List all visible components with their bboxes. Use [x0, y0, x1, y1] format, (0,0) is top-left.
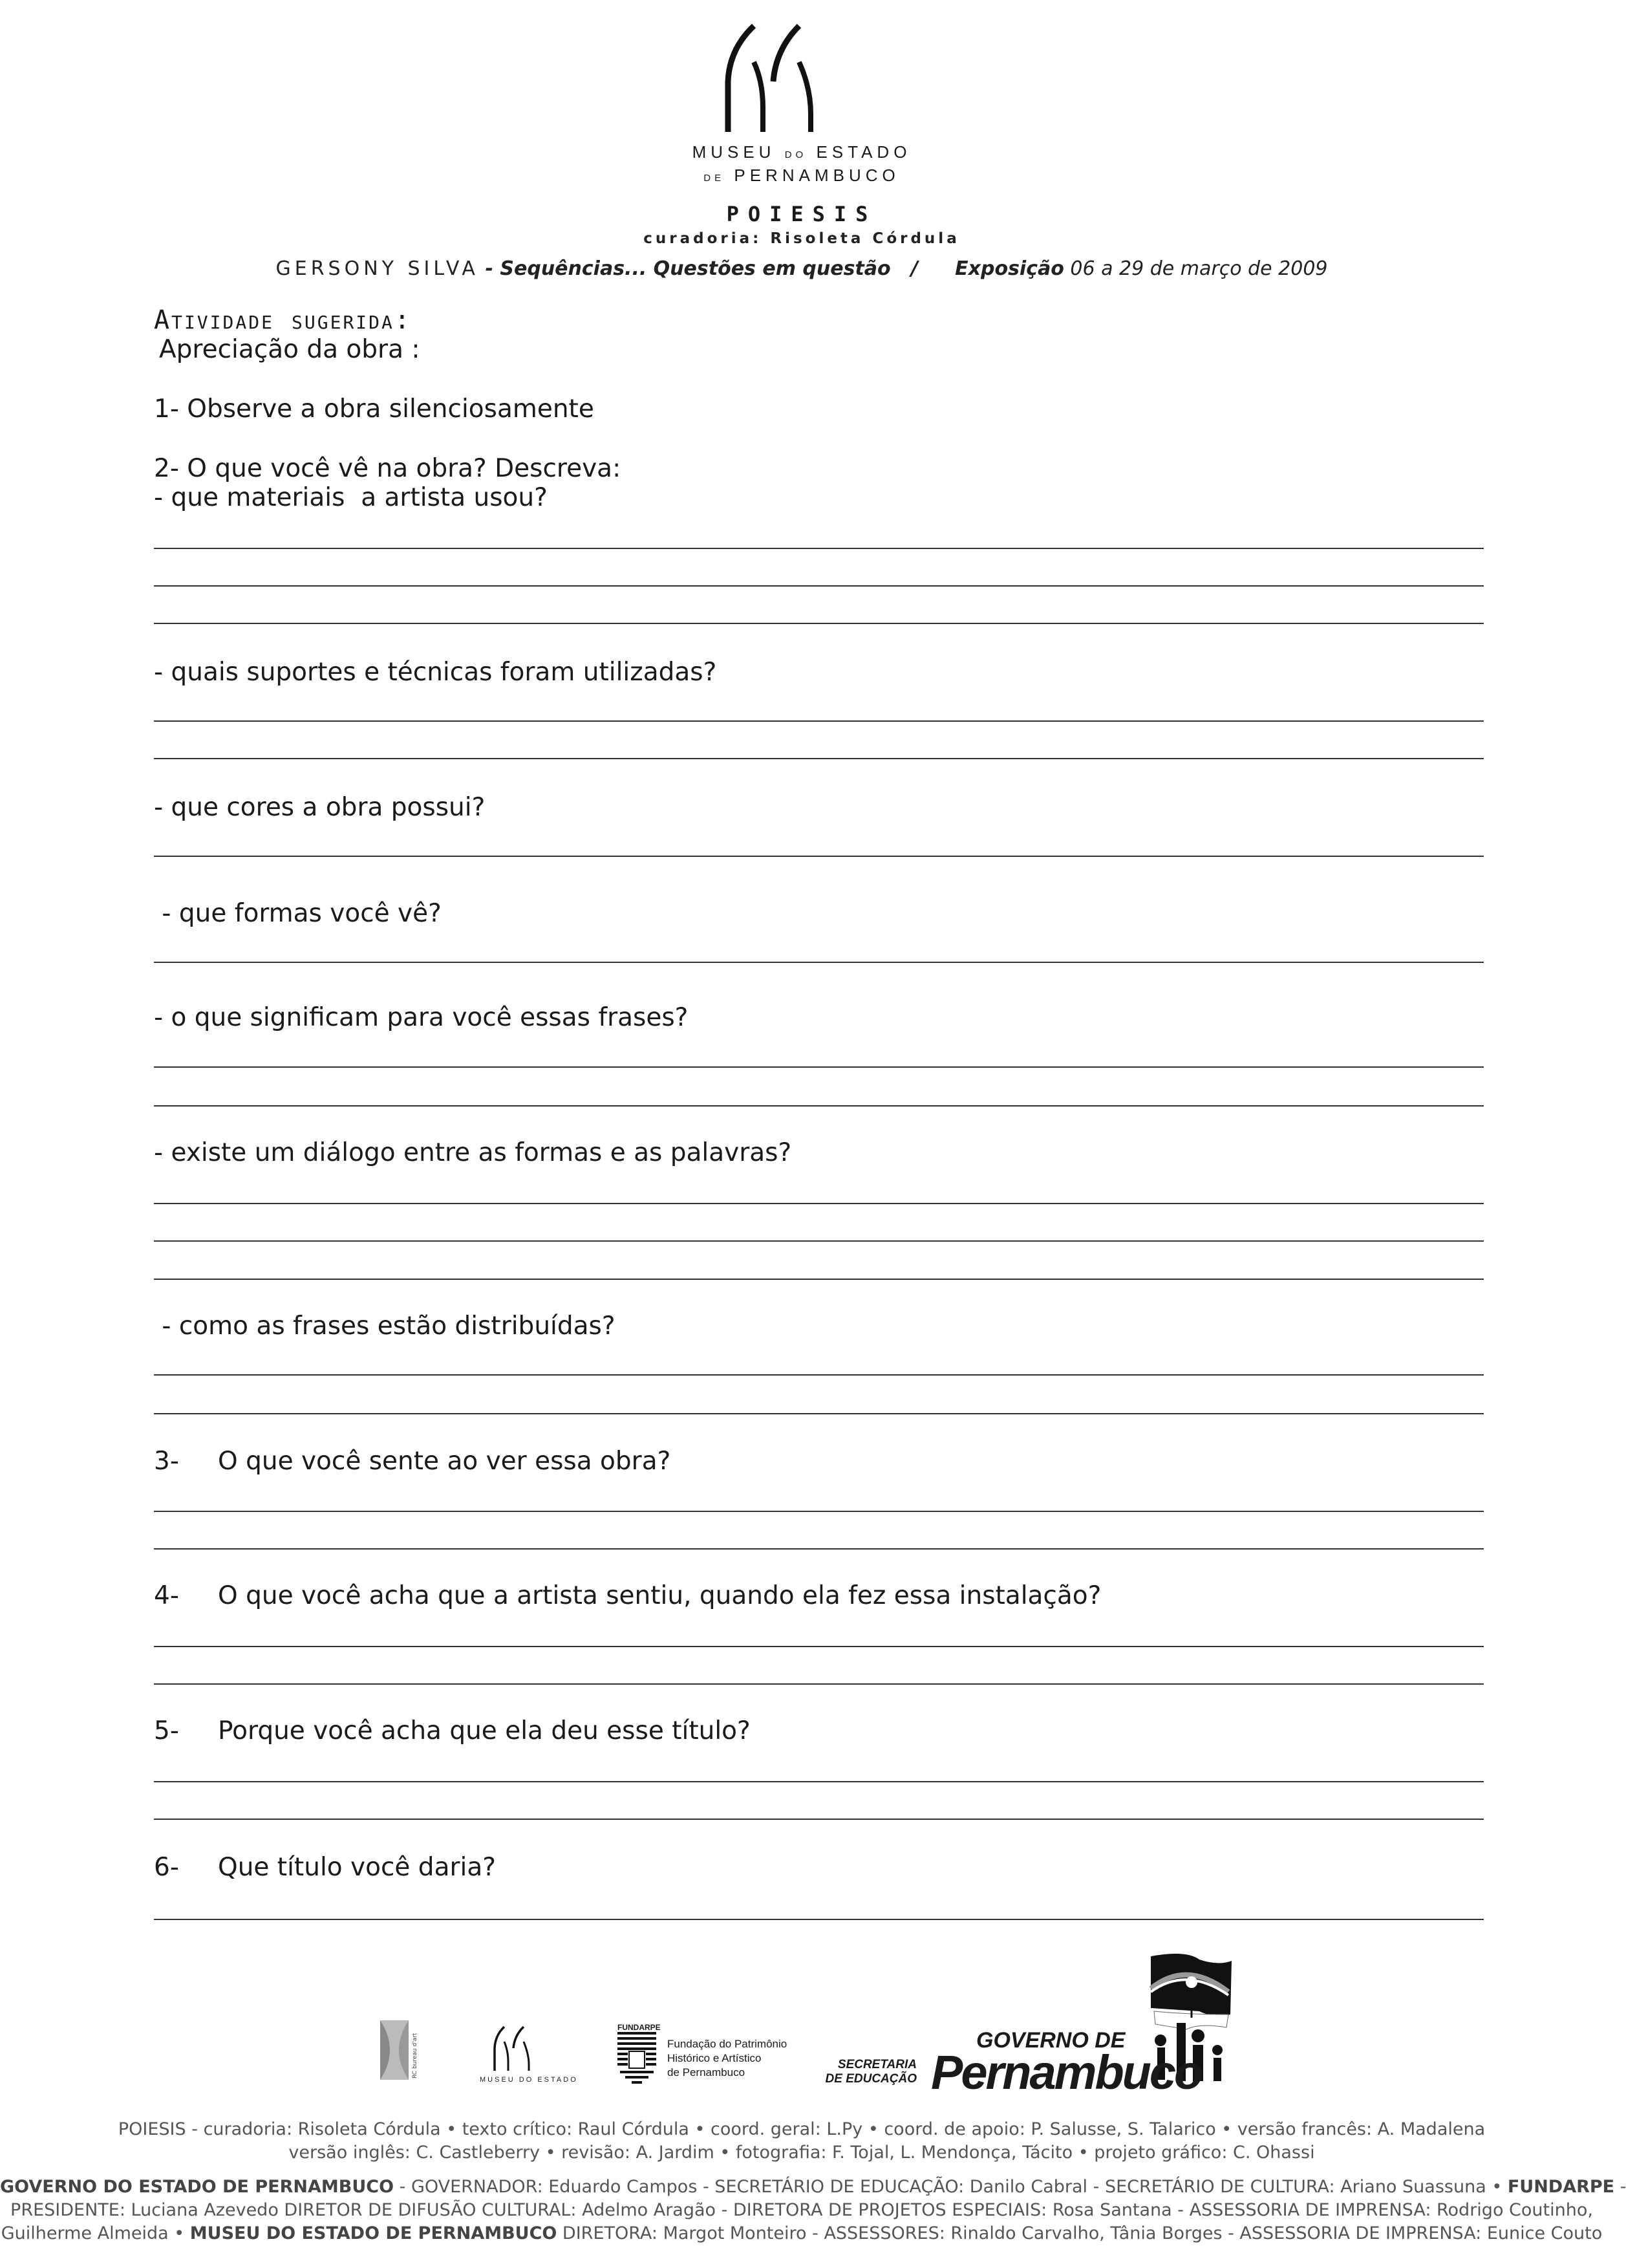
exhibition-line [0, 257, 1603, 280]
question-1: 1- Observe a obra silenciosamente [154, 394, 594, 424]
text: Histórico e Artístico [667, 2052, 762, 2064]
answer-line[interactable] [154, 1919, 1484, 1920]
question-number: 5- [154, 1716, 179, 1745]
answer-line[interactable] [154, 585, 1484, 587]
svg-text:RC bureau d'art: RC bureau d'art [412, 2033, 418, 2079]
answer-line[interactable] [154, 720, 1484, 722]
answer-line[interactable] [154, 1413, 1484, 1414]
answer-line[interactable] [154, 1646, 1484, 1647]
text: FUNDARPE [1507, 2177, 1615, 2197]
question-2f: - existe um diálogo entre as formas e as palavras? [154, 1138, 792, 1167]
museum-arch-logo [723, 23, 872, 133]
answer-line[interactable] [154, 1279, 1484, 1280]
text: de Pernambuco [667, 2066, 745, 2079]
answer-line[interactable] [154, 1203, 1484, 1204]
answer-line[interactable] [154, 1819, 1484, 1820]
answer-line[interactable] [154, 623, 1484, 624]
answer-line[interactable] [154, 962, 1484, 963]
exhibition-label: Exposição [955, 257, 1064, 280]
question-2g: - como as frases estão distribuídas? [154, 1312, 615, 1341]
gov-line-3 [0, 2222, 1603, 2245]
question-2e: - o que significam para você essas frases? [154, 1003, 689, 1032]
secretaria-educacao-logo [820, 2058, 917, 2086]
text: Guilherme Almeida • [1, 2223, 190, 2243]
text: MUSEU [692, 142, 776, 162]
museum-small-label: MUSEU DO ESTADO [480, 2076, 578, 2084]
museum-name-line1 [0, 142, 1603, 162]
question-text: Porque você acha que ela deu esse título? [218, 1716, 751, 1745]
question-2a: - que materiais a artista usou? [154, 483, 548, 512]
text: Fundação do Patrimônio [667, 2038, 787, 2050]
text: - [1614, 2177, 1626, 2197]
question-2: 2- O que você vê na obra? Descreva: [154, 454, 621, 483]
answer-line[interactable] [154, 856, 1484, 857]
question-number: 3- [154, 1447, 179, 1476]
text: DE EDUCAÇÃO [825, 2072, 917, 2086]
question-4 [154, 1581, 1101, 1612]
fundarpe-label: FUNDARPE [617, 2023, 661, 2032]
gov-line-1 [0, 2176, 1626, 2199]
text: DIRETORA: Margot Monteiro - ASSESSORES: Rinaldo Carvalho, Tânia Borges - ASSESSORIA DE IMPRENSA: Eunice Couto [557, 2223, 1603, 2243]
pernambuco-wordmark: Pernambuco [931, 2046, 1202, 2099]
artist-name: GERSONY SILVA [275, 257, 479, 280]
answer-line[interactable] [154, 1683, 1484, 1685]
text: PERNAMBUCO [734, 166, 900, 185]
rc-bureau-logo [380, 2020, 419, 2080]
question-number: 4- [154, 1581, 179, 1610]
question-2d: - que formas você vê? [154, 899, 442, 928]
fundarpe-logo [617, 2032, 656, 2085]
answer-line[interactable] [154, 1511, 1484, 1512]
text: DO [784, 149, 808, 160]
question-text: O que você acha que a artista sentiu, quando ela fez essa instalação? [218, 1581, 1102, 1610]
question-text: O que você sente ao ver essa obra? [218, 1447, 671, 1476]
answer-line[interactable] [154, 1240, 1484, 1242]
answer-line[interactable] [154, 1548, 1484, 1550]
answer-line[interactable] [154, 758, 1484, 759]
answer-line[interactable] [154, 1781, 1484, 1782]
exhibition-title: POIESIS [726, 202, 877, 226]
question-2b: - quais suportes e técnicas foram utilizadas? [154, 658, 717, 687]
text: GOVERNO DO ESTADO DE PERNAMBUCO [0, 2177, 394, 2197]
governo-de-label: GOVERNO DE [976, 2028, 1126, 2053]
question-2c: - que cores a obra possui? [154, 793, 486, 822]
museum-small-logo [491, 2025, 537, 2072]
answer-line[interactable] [154, 548, 1484, 549]
gov-line-2: PRESIDENTE: Luciana Azevedo DIRETOR DE DIFUSÃO CULTURAL: Adelmo Aragão - DIRETORA DE PROJETOS ESPECIAIS: Rosa Santana - ASSESSORIA DE IMPRENSA: Rodrigo Coutinho, [10, 2200, 1593, 2220]
activity-heading: Atividade sugerida: [154, 305, 412, 335]
credits-line-1: POIESIS - curadoria: Risoleta Córdula • texto crítico: Raul Córdula • coord. geral: L.Py • coord. de apoio: P. Salusse, S. Talarico • versão francês: A. Madalena [118, 2119, 1486, 2139]
exhibition-dates: 06 a 29 de março de 2009 [1070, 257, 1328, 280]
museum-name-line2 [0, 166, 1603, 186]
work-title: - Sequências... Questões em questão / [485, 257, 918, 280]
credits-line-2: versão inglês: C. Castleberry • revisão: A. Jardim • fotografia: F. Tojal, L. Mendonça, Tácito • projeto gráfico: C. Ohassi [288, 2143, 1315, 2163]
text: - GOVERNADOR: Eduardo Campos - SECRETÁRIO DE EDUCAÇÃO: Danilo Cabral - SECRETÁRIO DE CULTURA: Ariano Suassuna • [394, 2177, 1508, 2197]
question-number: 6- [154, 1853, 179, 1882]
text: DE [703, 173, 725, 184]
question-text: Que título você daria? [218, 1853, 496, 1882]
text: ESTADO [816, 142, 912, 162]
text: SECRETARIA [837, 2058, 917, 2071]
answer-line[interactable] [154, 1105, 1484, 1107]
question-6 [154, 1852, 496, 1883]
answer-line[interactable] [154, 1066, 1484, 1068]
question-5 [154, 1716, 751, 1747]
answer-line[interactable] [154, 1374, 1484, 1376]
text: MUSEU DO ESTADO DE PERNAMBUCO [189, 2223, 557, 2243]
fundarpe-name [667, 2037, 787, 2080]
activity-subheading: Apreciação da obra : [159, 335, 420, 364]
question-3 [154, 1446, 670, 1477]
curator: curadoria: Risoleta Córdula [643, 230, 960, 247]
